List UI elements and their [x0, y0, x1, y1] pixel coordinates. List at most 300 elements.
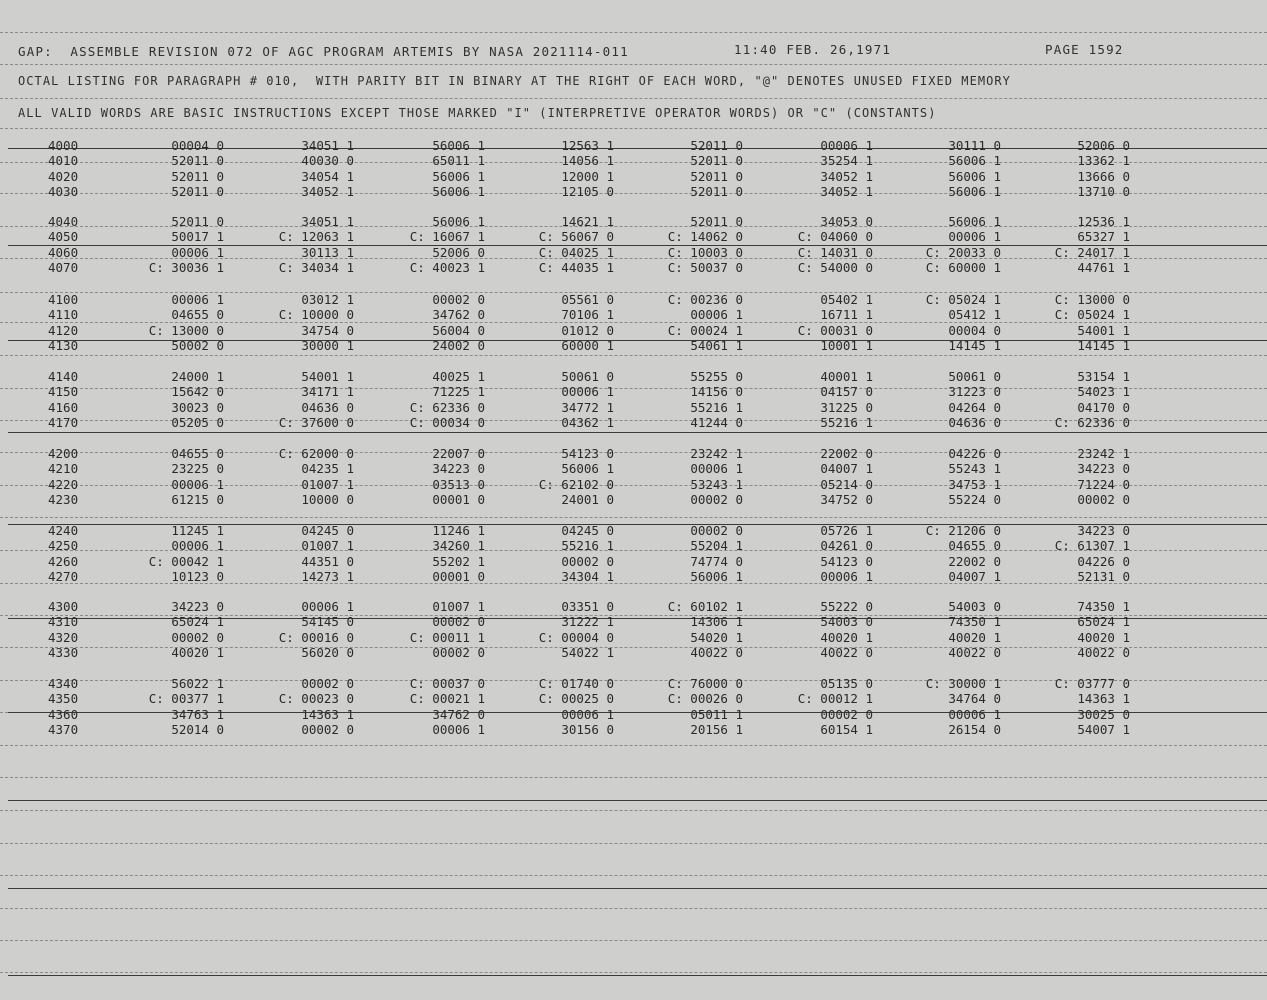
octal-word: 34754 0 [301, 322, 354, 338]
octal-word: 00002 0 [561, 553, 614, 569]
listing-row [0, 692, 1267, 706]
octal-word: 01007 1 [301, 538, 354, 554]
listing-row [0, 447, 1267, 461]
octal-word: 40022 0 [690, 644, 743, 660]
octal-word: C: 37600 0 [278, 414, 354, 430]
listing-row [0, 677, 1267, 691]
octal-word: 40022 0 [1077, 644, 1130, 660]
octal-word: 52011 0 [171, 153, 224, 169]
octal-word: 74350 1 [948, 614, 1001, 630]
octal-word: 00002 0 [432, 644, 485, 660]
octal-word: 23242 1 [690, 446, 743, 461]
listing-row [0, 646, 1267, 660]
guide-line [0, 777, 1267, 778]
octal-word: C: 00011 1 [409, 629, 485, 645]
octal-word: 34223 0 [432, 461, 485, 477]
listing-row [0, 723, 1267, 737]
octal-word: 55224 0 [948, 491, 1001, 507]
octal-word: 00006 1 [432, 721, 485, 737]
octal-word: C: 00031 0 [797, 322, 873, 338]
guide-line [0, 745, 1267, 746]
octal-word: 54020 1 [690, 629, 743, 645]
octal-word: 04636 0 [301, 399, 354, 415]
octal-word: C: 00026 0 [667, 691, 743, 707]
octal-word: 54023 1 [1077, 384, 1130, 400]
octal-word: 10001 1 [820, 337, 873, 353]
octal-word: 04245 0 [301, 523, 354, 538]
octal-word: 14156 0 [690, 384, 743, 400]
octal-word: C: 03777 0 [1054, 676, 1130, 691]
octal-word: 34260 1 [432, 538, 485, 554]
octal-word: 52011 0 [690, 168, 743, 184]
octal-word: C: 16067 1 [409, 229, 485, 245]
octal-word: 40025 1 [432, 369, 485, 384]
octal-word: C: 00025 0 [538, 691, 614, 707]
octal-word: C: 12063 1 [278, 229, 354, 245]
octal-word: C: 50037 0 [667, 259, 743, 275]
octal-word: 04007 1 [948, 568, 1001, 584]
octal-word: 65024 1 [171, 614, 224, 630]
row-address: 4000 [48, 138, 79, 153]
guide-line [0, 843, 1267, 844]
octal-word: C: 60102 1 [667, 599, 743, 614]
octal-word: 24002 0 [432, 337, 485, 353]
listing-row [0, 493, 1267, 507]
octal-word: 00002 0 [301, 676, 354, 691]
octal-word: C: 61307 1 [1054, 538, 1130, 554]
octal-word: 11246 1 [432, 523, 485, 538]
octal-word: 40030 0 [301, 153, 354, 169]
octal-word: C: 00236 0 [667, 292, 743, 307]
octal-word: 34764 0 [948, 691, 1001, 707]
listing-row [0, 293, 1267, 307]
octal-word: 54145 0 [301, 614, 354, 630]
guide-line [0, 32, 1267, 33]
octal-word: 34762 0 [432, 307, 485, 323]
octal-word: 31222 1 [561, 614, 614, 630]
octal-word: 20156 1 [690, 721, 743, 737]
octal-word: 40020 1 [171, 644, 224, 660]
octal-word: 03351 0 [561, 599, 614, 614]
octal-word: 52011 0 [690, 138, 743, 153]
octal-word: 50061 0 [561, 369, 614, 384]
octal-word: 74774 0 [690, 553, 743, 569]
guide-line [0, 98, 1267, 99]
row-address: 4210 [48, 461, 79, 477]
row-address: 4240 [48, 523, 79, 538]
octal-word: C: 62000 0 [278, 446, 354, 461]
octal-word: 54003 0 [948, 599, 1001, 614]
octal-word: 04261 0 [820, 538, 873, 554]
octal-word: C: 21206 0 [925, 523, 1001, 538]
guide-line [0, 908, 1267, 909]
octal-word: 55222 0 [820, 599, 873, 614]
octal-word: 04655 0 [171, 446, 224, 461]
octal-word: 34171 1 [301, 384, 354, 400]
listing-row [0, 170, 1267, 184]
rule-line [8, 975, 1267, 976]
octal-word: 00004 0 [171, 138, 224, 153]
octal-word: 00002 0 [690, 523, 743, 538]
octal-word: 54001 1 [301, 369, 354, 384]
listing-row [0, 246, 1267, 260]
octal-word: 30023 0 [171, 399, 224, 415]
row-address: 4030 [48, 183, 79, 199]
row-address: 4230 [48, 491, 79, 507]
row-address: 4220 [48, 476, 79, 492]
octal-word: 00006 1 [561, 706, 614, 722]
octal-word: C: 76000 0 [667, 676, 743, 691]
octal-word: 34752 0 [820, 491, 873, 507]
octal-word: 05412 1 [948, 307, 1001, 323]
octal-word: 30156 0 [561, 721, 614, 737]
octal-word: 04170 0 [1077, 399, 1130, 415]
octal-word: 05402 1 [820, 292, 873, 307]
row-address: 4300 [48, 599, 79, 614]
header-octal-listing-line: OCTAL LISTING FOR PARAGRAPH # 010, WITH PARITY BIT IN BINARY AT THE RIGHT OF EACH WORD, "@" DENOTES UNUSED FIXED MEMORY [18, 74, 1011, 88]
octal-word: 55216 1 [561, 538, 614, 554]
octal-word: 12563 1 [561, 138, 614, 153]
octal-word: 04007 1 [820, 461, 873, 477]
listing-row [0, 139, 1267, 153]
octal-word: 50017 1 [171, 229, 224, 245]
listing-row [0, 708, 1267, 722]
octal-word: C: 10000 0 [278, 307, 354, 323]
row-address: 4360 [48, 706, 79, 722]
octal-word: 04226 0 [1077, 553, 1130, 569]
octal-word: C: 62336 0 [1054, 414, 1130, 430]
octal-word: 34304 1 [561, 568, 614, 584]
octal-word: 40020 1 [820, 629, 873, 645]
rule-line [8, 432, 1267, 433]
octal-word: 56006 1 [948, 214, 1001, 229]
octal-word: 14363 1 [301, 706, 354, 722]
octal-word: 23242 1 [1077, 446, 1130, 461]
octal-word: 04264 0 [948, 399, 1001, 415]
octal-word: 15642 0 [171, 384, 224, 400]
listing-row [0, 261, 1267, 275]
row-address: 4320 [48, 629, 79, 645]
row-address: 4020 [48, 168, 79, 184]
octal-word: 13666 0 [1077, 168, 1130, 184]
octal-word: 34772 1 [561, 399, 614, 415]
octal-word: 00002 0 [301, 721, 354, 737]
octal-word: C: 01740 0 [538, 676, 614, 691]
octal-word: 60000 1 [561, 337, 614, 353]
octal-word: 30113 1 [301, 244, 354, 260]
octal-word: 40020 1 [948, 629, 1001, 645]
row-address: 4040 [48, 214, 79, 229]
listing-row [0, 154, 1267, 168]
octal-word: 00004 0 [948, 322, 1001, 338]
octal-word: 56006 1 [561, 461, 614, 477]
octal-word: 44351 0 [301, 553, 354, 569]
row-address: 4100 [48, 292, 79, 307]
octal-word: C: 13000 0 [148, 322, 224, 338]
octal-word: 05011 1 [690, 706, 743, 722]
octal-word: 23225 0 [171, 461, 224, 477]
octal-word: C: 44035 1 [538, 259, 614, 275]
octal-word: C: 04060 0 [797, 229, 873, 245]
octal-word: 34753 1 [948, 476, 1001, 492]
row-address: 4060 [48, 244, 79, 260]
octal-word: 34052 1 [820, 183, 873, 199]
octal-word: 65024 1 [1077, 614, 1130, 630]
octal-word: 52011 0 [171, 183, 224, 199]
octal-word: 56006 1 [948, 168, 1001, 184]
row-address: 4010 [48, 153, 79, 169]
octal-word: 34223 0 [1077, 523, 1130, 538]
octal-word: 12536 1 [1077, 214, 1130, 229]
octal-word: 56006 1 [432, 168, 485, 184]
octal-word: 34052 1 [301, 183, 354, 199]
octal-word: 54003 0 [820, 614, 873, 630]
octal-word: 14145 1 [948, 337, 1001, 353]
octal-word: 04245 0 [561, 523, 614, 538]
octal-word: 05205 0 [171, 414, 224, 430]
octal-word: 52006 0 [1077, 138, 1130, 153]
octal-word: 00006 1 [171, 538, 224, 554]
octal-word: 56006 1 [948, 153, 1001, 169]
octal-word: 04362 1 [561, 414, 614, 430]
octal-word: 56006 1 [948, 183, 1001, 199]
octal-word: 65011 1 [432, 153, 485, 169]
row-address: 4130 [48, 337, 79, 353]
octal-word: 52011 0 [171, 168, 224, 184]
octal-word: 52131 0 [1077, 568, 1130, 584]
octal-word: 03513 0 [432, 476, 485, 492]
octal-word: 34763 1 [171, 706, 224, 722]
octal-word: 00006 1 [301, 599, 354, 614]
octal-word: 00006 1 [561, 384, 614, 400]
octal-word: 71225 1 [432, 384, 485, 400]
octal-word: 44761 1 [1077, 259, 1130, 275]
octal-word: 00006 1 [171, 476, 224, 492]
row-address: 4050 [48, 229, 79, 245]
octal-word: 14273 1 [301, 568, 354, 584]
octal-word: 04235 1 [301, 461, 354, 477]
octal-word: 00006 1 [690, 461, 743, 477]
octal-word: 34762 0 [432, 706, 485, 722]
octal-word: 34051 1 [301, 138, 354, 153]
listing-row [0, 308, 1267, 322]
octal-word: 30111 0 [948, 138, 1001, 153]
octal-word: 54001 1 [1077, 322, 1130, 338]
octal-word: C: 56067 0 [538, 229, 614, 245]
octal-word: 52011 0 [690, 183, 743, 199]
octal-word: C: 00377 1 [148, 691, 224, 707]
octal-word: C: 62336 0 [409, 399, 485, 415]
octal-word: C: 20033 0 [925, 244, 1001, 260]
octal-word: 41244 0 [690, 414, 743, 430]
row-address: 4120 [48, 322, 79, 338]
octal-word: 00002 0 [432, 292, 485, 307]
octal-word: 03012 1 [301, 292, 354, 307]
octal-word: C: 13000 0 [1054, 292, 1130, 307]
octal-word: C: 10003 0 [667, 244, 743, 260]
octal-word: 65327 1 [1077, 229, 1130, 245]
row-address: 4270 [48, 568, 79, 584]
row-address: 4350 [48, 691, 79, 707]
row-address: 4070 [48, 259, 79, 275]
octal-word: 60154 1 [820, 721, 873, 737]
octal-word: C: 00034 0 [409, 414, 485, 430]
octal-word: 24001 0 [561, 491, 614, 507]
octal-word: 04655 0 [948, 538, 1001, 554]
octal-word: 34052 1 [820, 168, 873, 184]
header-timestamp: 11:40 FEB. 26,1971 [734, 42, 892, 57]
octal-word: 55216 1 [690, 399, 743, 415]
octal-word: 50002 0 [171, 337, 224, 353]
listing-row [0, 339, 1267, 353]
octal-word: C: 14031 0 [797, 244, 873, 260]
octal-word: 01007 1 [432, 599, 485, 614]
octal-word: 00006 1 [820, 568, 873, 584]
row-address: 4200 [48, 446, 79, 461]
octal-word: 54007 1 [1077, 721, 1130, 737]
octal-word: 14056 1 [561, 153, 614, 169]
octal-word: 34051 1 [301, 214, 354, 229]
octal-word: 16711 1 [820, 307, 873, 323]
octal-word: 00002 0 [690, 491, 743, 507]
octal-word: C: 54000 0 [797, 259, 873, 275]
octal-word: 22002 0 [820, 446, 873, 461]
octal-word: 55216 1 [820, 414, 873, 430]
octal-word: 10000 0 [301, 491, 354, 507]
header-valid-words-line: ALL VALID WORDS ARE BASIC INSTRUCTIONS EXCEPT THOSE MARKED "I" (INTERPRETIVE OPERATOR WORDS) OR "C" (CONSTANTS) [18, 106, 937, 120]
octal-word: 53243 1 [690, 476, 743, 492]
octal-word: C: 30036 1 [148, 259, 224, 275]
octal-word: 14145 1 [1077, 337, 1130, 353]
octal-word: 52006 0 [432, 244, 485, 260]
octal-word: 56020 0 [301, 644, 354, 660]
octal-word: 54061 1 [690, 337, 743, 353]
octal-word: 30025 0 [1077, 706, 1130, 722]
octal-word: 10123 0 [171, 568, 224, 584]
octal-word: 52011 0 [690, 153, 743, 169]
octal-word: 00001 0 [432, 568, 485, 584]
octal-word: 05214 0 [820, 476, 873, 492]
octal-word: 00006 1 [948, 229, 1001, 245]
octal-word: 13362 1 [1077, 153, 1130, 169]
octal-word: 34223 0 [171, 599, 224, 614]
listing-row [0, 478, 1267, 492]
octal-word: 00002 0 [820, 706, 873, 722]
octal-word: 55243 1 [948, 461, 1001, 477]
octal-word: 56004 0 [432, 322, 485, 338]
octal-word: C: 00042 1 [148, 553, 224, 569]
octal-word: C: 60000 1 [925, 259, 1001, 275]
octal-word: 54022 1 [561, 644, 614, 660]
octal-word: 52014 0 [171, 721, 224, 737]
octal-word: 74350 1 [1077, 599, 1130, 614]
octal-word: 13710 0 [1077, 183, 1130, 199]
listing-row [0, 524, 1267, 538]
row-address: 4340 [48, 676, 79, 691]
listing-row [0, 555, 1267, 569]
octal-word: 26154 0 [948, 721, 1001, 737]
octal-word: C: 05024 1 [1054, 307, 1130, 323]
octal-word: 04636 0 [948, 414, 1001, 430]
octal-word: 00002 0 [432, 614, 485, 630]
octal-word: 12000 1 [561, 168, 614, 184]
octal-word: 56006 1 [432, 183, 485, 199]
octal-word: 14306 1 [690, 614, 743, 630]
octal-word: 00006 1 [171, 244, 224, 260]
octal-word: C: 00004 0 [538, 629, 614, 645]
octal-word: 11245 1 [171, 523, 224, 538]
octal-word: C: 00012 1 [797, 691, 873, 707]
guide-line [0, 940, 1267, 941]
guide-line [0, 64, 1267, 65]
listing-row [0, 370, 1267, 384]
octal-word: 00002 0 [1077, 491, 1130, 507]
listing-row [0, 631, 1267, 645]
guide-line [0, 517, 1267, 518]
row-address: 4140 [48, 369, 79, 384]
octal-word: C: 00024 1 [667, 322, 743, 338]
octal-word: C: 00016 0 [278, 629, 354, 645]
guide-line [0, 128, 1267, 129]
listing-row [0, 615, 1267, 629]
octal-word: 55202 1 [432, 553, 485, 569]
listing-row [0, 324, 1267, 338]
octal-word: 31223 0 [948, 384, 1001, 400]
octal-word: C: 24017 1 [1054, 244, 1130, 260]
octal-word: 12105 0 [561, 183, 614, 199]
row-address: 4310 [48, 614, 79, 630]
octal-word: C: 40023 1 [409, 259, 485, 275]
row-address: 4160 [48, 399, 79, 415]
octal-word: 52011 0 [171, 214, 224, 229]
octal-word: 71224 0 [1077, 476, 1130, 492]
row-address: 4170 [48, 414, 79, 430]
listing-row [0, 570, 1267, 584]
row-address: 4330 [48, 644, 79, 660]
octal-word: 01007 1 [301, 476, 354, 492]
octal-word: 70106 1 [561, 307, 614, 323]
octal-word: C: 05024 1 [925, 292, 1001, 307]
octal-word: 05726 1 [820, 523, 873, 538]
guide-line [0, 355, 1267, 356]
octal-word: 22002 0 [948, 553, 1001, 569]
octal-word: 14363 1 [1077, 691, 1130, 707]
octal-word: 56006 1 [690, 568, 743, 584]
octal-word: 61215 0 [171, 491, 224, 507]
octal-word: C: 14062 0 [667, 229, 743, 245]
listing-row [0, 600, 1267, 614]
octal-word: 35254 1 [820, 153, 873, 169]
guide-line [0, 810, 1267, 811]
octal-word: 00006 1 [948, 706, 1001, 722]
octal-word: 00006 1 [820, 138, 873, 153]
octal-word: 56006 1 [432, 138, 485, 153]
octal-word: 40020 1 [1077, 629, 1130, 645]
listing-row [0, 230, 1267, 244]
octal-word: 52011 0 [690, 214, 743, 229]
octal-word: 14621 1 [561, 214, 614, 229]
row-address: 4150 [48, 384, 79, 400]
octal-word: 30000 1 [301, 337, 354, 353]
guide-line [0, 972, 1267, 973]
octal-word: 40022 0 [948, 644, 1001, 660]
listing-row [0, 185, 1267, 199]
octal-word: C: 62102 0 [538, 476, 614, 492]
octal-word: 53154 1 [1077, 369, 1130, 384]
listing-row [0, 462, 1267, 476]
octal-word: 00001 0 [432, 491, 485, 507]
octal-word: 04655 0 [171, 307, 224, 323]
